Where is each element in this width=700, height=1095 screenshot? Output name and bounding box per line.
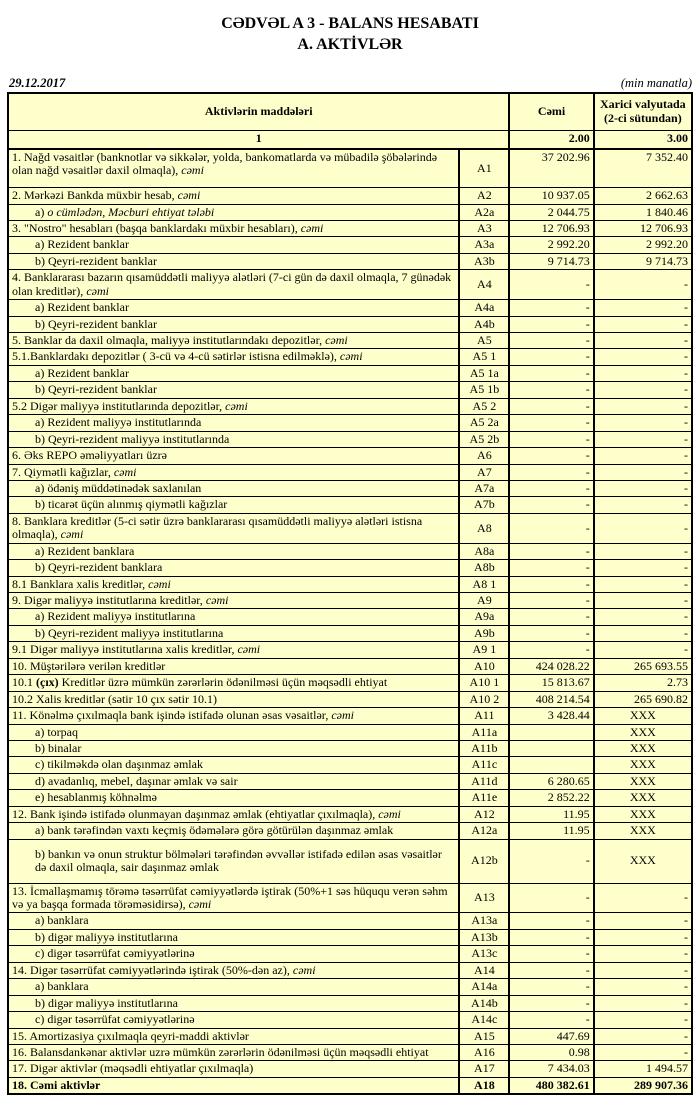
- total-value-cell: 11.95: [509, 806, 593, 822]
- row-code: A9b: [459, 625, 509, 641]
- row-code: A14a: [459, 979, 509, 995]
- colnum-total: 2.00: [509, 130, 593, 149]
- row-label: a) banklara: [8, 979, 459, 995]
- total-value-cell: [509, 740, 593, 756]
- row-label: a) Rezident banklar: [8, 365, 459, 381]
- row-code: A4a: [459, 300, 509, 316]
- column-number-row: [8, 130, 692, 149]
- report-date: 29.12.2017: [9, 75, 66, 90]
- row-label: b) Qeyri-rezident maliyyə institutlarında: [8, 431, 459, 447]
- row-label: 2. Mərkəzi Bankda müxbir hesab, cəmi: [8, 188, 459, 204]
- row-label: 5. Banklar da daxil olmaqla, maliyyə institutlarındakı depozitlər, cəmi: [8, 333, 459, 349]
- total-value-cell: -: [509, 642, 593, 658]
- row-label: 9. Digər maliyyə institutlarına kreditlər, cəmi: [8, 593, 459, 609]
- foreign-currency-value-cell: -: [594, 642, 692, 658]
- foreign-currency-value-cell: -: [594, 398, 692, 414]
- header-total: Cəmi: [509, 93, 593, 131]
- foreign-currency-value-cell: XXX: [594, 708, 692, 724]
- foreign-currency-value-cell: 1 840.46: [594, 204, 692, 220]
- row-label: b) digər maliyyə institutlarına: [8, 995, 459, 1011]
- row-code: A11e: [459, 790, 509, 806]
- row-code: A12b: [459, 839, 509, 883]
- total-value-cell: -: [509, 839, 593, 883]
- row-code: A11a: [459, 724, 509, 740]
- row-label: b) Qeyri-rezident banklar: [8, 382, 459, 398]
- foreign-currency-value-cell: -: [594, 609, 692, 625]
- row-code: A11d: [459, 773, 509, 789]
- row-a10-1: [8, 675, 692, 691]
- total-value-cell: 37 202.96: [509, 149, 593, 188]
- row-code: A5 2b: [459, 431, 509, 447]
- row-code: A18: [459, 1077, 509, 1094]
- total-value-cell: -: [509, 365, 593, 381]
- total-value-cell: 2 044.75: [509, 204, 593, 220]
- row-label: 9.1 Digər maliyyə institutlarına xalis kreditlər, cəmi: [8, 642, 459, 658]
- row-label: d) avadanlıq, mebel, daşınar əmlak və sair: [8, 773, 459, 789]
- total-value-cell: 2 852.22: [509, 790, 593, 806]
- row-a4b: [8, 316, 692, 332]
- total-value-cell: -: [509, 576, 593, 592]
- total-value-cell: 0.98: [509, 1044, 593, 1060]
- row-label: b) binalar: [8, 740, 459, 756]
- foreign-currency-value-cell: -: [594, 270, 692, 300]
- row-label: c) digər təsərrüfat cəmiyyətlərinə: [8, 1012, 459, 1028]
- row-a10: [8, 658, 692, 674]
- foreign-currency-value-cell: -: [594, 995, 692, 1011]
- unit-note: (min manatla): [620, 75, 692, 90]
- row-code: A10 1: [459, 675, 509, 691]
- row-a9: [8, 593, 692, 609]
- total-value-cell: -: [509, 609, 593, 625]
- row-a5-2: [8, 398, 692, 414]
- foreign-currency-value-cell: 2 992.20: [594, 237, 692, 253]
- header-items: Aktivlərin maddələri: [8, 93, 509, 131]
- row-code: A12a: [459, 823, 509, 839]
- row-code: A2: [459, 188, 509, 204]
- row-a7a: [8, 480, 692, 496]
- row-a10-2: [8, 691, 692, 707]
- row-label: 8.1 Banklara xalis kreditlər, cəmi: [8, 576, 459, 592]
- row-a11c: [8, 757, 692, 773]
- row-label: 4. Banklararası bazarın qısamüddətli maliyyə alətləri (7-ci gün də daxil olmaqla, 7 günədək olan kreditlər), cəmi: [8, 270, 459, 300]
- foreign-currency-value-cell: 7 352.40: [594, 149, 692, 188]
- row-a5-1: [8, 349, 692, 365]
- report-subtitle: A. AKTİVLƏR: [297, 35, 403, 53]
- row-code: A13c: [459, 946, 509, 962]
- total-value-cell: -: [509, 333, 593, 349]
- row-label: 6. Əks REPO əməliyyatları üzrə: [8, 448, 459, 464]
- row-code: A8b: [459, 560, 509, 576]
- total-value-cell: 10 937.05: [509, 188, 593, 204]
- row-label: 10. Müştərilərə verilən kreditlər: [8, 658, 459, 674]
- total-value-cell: 11.95: [509, 823, 593, 839]
- foreign-currency-value-cell: XXX: [594, 806, 692, 822]
- row-label: b) Qeyri-rezident maliyyə institutlarına: [8, 625, 459, 641]
- foreign-currency-value-cell: XXX: [594, 724, 692, 740]
- total-value-cell: -: [509, 625, 593, 641]
- colnum-foreign: 3.00: [594, 130, 692, 149]
- foreign-currency-value-cell: -: [594, 415, 692, 431]
- row-label: b) digər maliyyə institutlarına: [8, 929, 459, 945]
- row-label: 11. Könəlmə çıxılmaqla bank işində istifadə olunan əsas vəsaitlər, cəmi: [8, 708, 459, 724]
- row-label: a) bank tərəfindən vaxtı keçmiş ödəmələrə görə götürülən daşınmaz əmlak: [8, 823, 459, 839]
- row-code: A13a: [459, 913, 509, 929]
- balance-sheet-table: [7, 92, 693, 1095]
- row-code: A7b: [459, 497, 509, 513]
- total-value-cell: 12 706.93: [509, 220, 593, 236]
- foreign-currency-value-cell: XXX: [594, 773, 692, 789]
- row-label: a) o cümlədən, Məcburi ehtiyat tələbi: [8, 204, 459, 220]
- foreign-currency-value-cell: XXX: [594, 740, 692, 756]
- foreign-currency-value-cell: -: [594, 883, 692, 913]
- row-a12b: [8, 839, 692, 883]
- foreign-currency-value-cell: -: [594, 543, 692, 559]
- row-code: A9 1: [459, 642, 509, 658]
- total-value-cell: -: [509, 543, 593, 559]
- colnum-items: 1: [8, 130, 509, 149]
- row-label: a) Rezident maliyyə institutlarına: [8, 609, 459, 625]
- foreign-currency-value-cell: 1 494.57: [594, 1061, 692, 1077]
- row-label: a) banklara: [8, 913, 459, 929]
- total-value-cell: -: [509, 382, 593, 398]
- meta-row: [9, 76, 692, 91]
- foreign-currency-value-cell: XXX: [594, 790, 692, 806]
- row-a4a: [8, 300, 692, 316]
- total-value-cell: -: [509, 929, 593, 945]
- foreign-currency-value-cell: 265 693.55: [594, 658, 692, 674]
- foreign-currency-value-cell: XXX: [594, 823, 692, 839]
- row-code: A11: [459, 708, 509, 724]
- row-code: A10: [459, 658, 509, 674]
- row-a8b: [8, 560, 692, 576]
- total-value-cell: -: [509, 979, 593, 995]
- total-value-cell: -: [509, 913, 593, 929]
- total-value-cell: [509, 724, 593, 740]
- row-code: A14c: [459, 1012, 509, 1028]
- row-a9b: [8, 625, 692, 641]
- foreign-currency-value-cell: -: [594, 316, 692, 332]
- row-a17: [8, 1061, 692, 1077]
- row-label: 12. Bank işində istifadə olunmayan daşınmaz əmlak (ehtiyatlar çıxılmaqla), cəmi: [8, 806, 459, 822]
- row-code: A11c: [459, 757, 509, 773]
- row-code: A12: [459, 806, 509, 822]
- row-a15: [8, 1028, 692, 1044]
- table-header-row: [8, 93, 692, 131]
- row-code: A5 1: [459, 349, 509, 365]
- row-code: A4: [459, 270, 509, 300]
- total-value-cell: 424 028.22: [509, 658, 593, 674]
- row-label: 3. "Nostro" hesabları (başqa banklardakı müxbir hesabları), cəmi: [8, 220, 459, 236]
- row-a11b: [8, 740, 692, 756]
- row-a3: [8, 220, 692, 236]
- foreign-currency-value-cell: -: [594, 962, 692, 978]
- foreign-currency-value-cell: 289 907.36: [594, 1077, 692, 1094]
- row-a14: [8, 962, 692, 978]
- foreign-currency-value-cell: -: [594, 480, 692, 496]
- foreign-currency-value-cell: -: [594, 513, 692, 543]
- row-label: a) Rezident banklar: [8, 237, 459, 253]
- total-value-cell: -: [509, 349, 593, 365]
- row-label: 13. İcmallaşmamış törəmə təsərrüfat cəmiyyətlərdə iştirak (50%+1 səs hüququ verən səhm və ya başqa formada törəməsidirsə), cəmi: [8, 883, 459, 913]
- foreign-currency-value-cell: -: [594, 593, 692, 609]
- row-a8: [8, 513, 692, 543]
- row-a14a: [8, 979, 692, 995]
- row-code: A9: [459, 593, 509, 609]
- row-a14b: [8, 995, 692, 1011]
- row-label: 17. Digər aktivlər (məqsədli ehtiyatlar çıxılmaqla): [8, 1061, 459, 1077]
- row-label: b) Qeyri-rezident banklar: [8, 253, 459, 269]
- row-a12a: [8, 823, 692, 839]
- total-value-cell: -: [509, 593, 593, 609]
- row-a7: [8, 464, 692, 480]
- total-value-cell: -: [509, 946, 593, 962]
- row-code: A15: [459, 1028, 509, 1044]
- row-a11a: [8, 724, 692, 740]
- total-value-cell: -: [509, 560, 593, 576]
- foreign-currency-value-cell: -: [594, 300, 692, 316]
- foreign-currency-value-cell: -: [594, 625, 692, 641]
- foreign-currency-value-cell: -: [594, 1044, 692, 1060]
- row-label: 15. Amortizasiya çıxılmaqla qeyri-maddi aktivlər: [8, 1028, 459, 1044]
- row-a1: [8, 149, 692, 188]
- table-body: [8, 149, 692, 1095]
- row-code: A7: [459, 464, 509, 480]
- row-a3a: [8, 237, 692, 253]
- row-a2: [8, 188, 692, 204]
- row-label: c) tikilməkdə olan daşınmaz əmlak: [8, 757, 459, 773]
- row-code: A5 1b: [459, 382, 509, 398]
- foreign-currency-value-cell: 265 690.82: [594, 691, 692, 707]
- row-label: 16. Balansdankənar aktivlər uzrə mümkün zərərlərin ödənilməsi üçün məqsədli ehtiyat: [8, 1044, 459, 1060]
- report-title-block: [0, 0, 700, 56]
- row-code: A7a: [459, 480, 509, 496]
- row-a6: [8, 448, 692, 464]
- total-value-cell: 9 714.73: [509, 253, 593, 269]
- foreign-currency-value-cell: 2 662.63: [594, 188, 692, 204]
- total-value-cell: [509, 757, 593, 773]
- foreign-currency-value-cell: -: [594, 929, 692, 945]
- row-a11e: [8, 790, 692, 806]
- row-a5-1a: [8, 365, 692, 381]
- total-value-cell: 2 992.20: [509, 237, 593, 253]
- total-value-cell: -: [509, 883, 593, 913]
- row-code: A17: [459, 1061, 509, 1077]
- row-a9a: [8, 609, 692, 625]
- total-value-cell: 7 434.03: [509, 1061, 593, 1077]
- row-a11d: [8, 773, 692, 789]
- row-a13c: [8, 946, 692, 962]
- row-label: a) Rezident banklara: [8, 543, 459, 559]
- row-code: A4b: [459, 316, 509, 332]
- row-label: b) bankın və onun struktur bölmələri tərəfindən əvvəllər istifadə edilən əsas vəsaitlər də daxil olmaqla, sair daşınmaz əmlak: [8, 839, 459, 883]
- row-code: A2a: [459, 204, 509, 220]
- row-code: A5 2: [459, 398, 509, 414]
- row-label: b) ticarət üçün alınmış qiymətli kağızlar: [8, 497, 459, 513]
- row-a5-2b: [8, 431, 692, 447]
- total-value-cell: -: [509, 513, 593, 543]
- row-label: a) Rezident maliyyə institutlarında: [8, 415, 459, 431]
- foreign-currency-value-cell: -: [594, 1028, 692, 1044]
- row-label: 10.2 Xalis kreditlər (sətir 10 çıx sətir 10.1): [8, 691, 459, 707]
- row-code: A1: [459, 149, 509, 188]
- total-value-cell: -: [509, 431, 593, 447]
- total-value-cell: -: [509, 448, 593, 464]
- foreign-currency-value-cell: -: [594, 333, 692, 349]
- foreign-currency-value-cell: -: [594, 913, 692, 929]
- row-label: 7. Qiymətli kağızlar, cəmi: [8, 464, 459, 480]
- foreign-currency-value-cell: -: [594, 365, 692, 381]
- total-value-cell: 15 813.67: [509, 675, 593, 691]
- row-a8-1: [8, 576, 692, 592]
- total-value-cell: 6 280.65: [509, 773, 593, 789]
- row-code: A3b: [459, 253, 509, 269]
- row-code: A16: [459, 1044, 509, 1060]
- row-a13b: [8, 929, 692, 945]
- row-label: a) Rezident banklar: [8, 300, 459, 316]
- row-a3b: [8, 253, 692, 269]
- row-a8a: [8, 543, 692, 559]
- total-value-cell: -: [509, 1012, 593, 1028]
- row-code: A8: [459, 513, 509, 543]
- row-label: b) Qeyri-rezident banklara: [8, 560, 459, 576]
- row-code: A13b: [459, 929, 509, 945]
- foreign-currency-value-cell: -: [594, 382, 692, 398]
- total-value-cell: -: [509, 398, 593, 414]
- foreign-currency-value-cell: -: [594, 1012, 692, 1028]
- row-code: A14: [459, 962, 509, 978]
- row-a2a: [8, 204, 692, 220]
- row-a5: [8, 333, 692, 349]
- total-value-cell: -: [509, 464, 593, 480]
- row-a7b: [8, 497, 692, 513]
- row-a12: [8, 806, 692, 822]
- row-label: e) hesablanmış köhnəlmə: [8, 790, 459, 806]
- total-value-cell: -: [509, 316, 593, 332]
- foreign-currency-value-cell: -: [594, 464, 692, 480]
- row-label: 18. Cəmi aktivlər: [8, 1077, 459, 1094]
- foreign-currency-value-cell: XXX: [594, 757, 692, 773]
- row-a5-2a: [8, 415, 692, 431]
- row-code: A6: [459, 448, 509, 464]
- total-value-cell: 447.69: [509, 1028, 593, 1044]
- total-value-cell: -: [509, 300, 593, 316]
- row-a11: [8, 708, 692, 724]
- report-title: CƏDVƏL A 3 - BALANS HESABATI: [221, 15, 479, 32]
- row-label: 5.2 Digər maliyyə institutlarında depozitlər, cəmi: [8, 398, 459, 414]
- row-label: c) digər təsərrüfat cəmiyyətlərinə: [8, 946, 459, 962]
- row-a4: [8, 270, 692, 300]
- total-value-cell: -: [509, 270, 593, 300]
- row-code: A5 1a: [459, 365, 509, 381]
- foreign-currency-value-cell: -: [594, 576, 692, 592]
- row-code: A8 1: [459, 576, 509, 592]
- foreign-currency-value-cell: 9 714.73: [594, 253, 692, 269]
- foreign-currency-value-cell: -: [594, 349, 692, 365]
- foreign-currency-value-cell: 12 706.93: [594, 220, 692, 236]
- row-label: 1. Nağd vəsaitlər (banknotlar və sikkələr, yolda, bankomatlarda və mübadilə şöbələrində olan nağd vəsaitlər daxil olmaqla), cəmi: [8, 149, 459, 188]
- row-label: 5.1.Banklardakı depozitlər ( 3-cü və 4-cü sətirlər istisna edilməklə), cəmi: [8, 349, 459, 365]
- row-code: A5: [459, 333, 509, 349]
- row-a16: [8, 1044, 692, 1060]
- total-value-cell: 3 428.44: [509, 708, 593, 724]
- row-code: A3: [459, 220, 509, 236]
- row-code: A9a: [459, 609, 509, 625]
- foreign-currency-value-cell: -: [594, 497, 692, 513]
- row-a5-1b: [8, 382, 692, 398]
- foreign-currency-value-cell: -: [594, 560, 692, 576]
- total-value-cell: 480 382.61: [509, 1077, 593, 1094]
- row-code: A13: [459, 883, 509, 913]
- foreign-currency-value-cell: -: [594, 979, 692, 995]
- row-code: A14b: [459, 995, 509, 1011]
- row-code: A8a: [459, 543, 509, 559]
- row-label: a) torpaq: [8, 724, 459, 740]
- row-code: A5 2a: [459, 415, 509, 431]
- row-code: A10 2: [459, 691, 509, 707]
- total-value-cell: 408 214.54: [509, 691, 593, 707]
- row-a13a: [8, 913, 692, 929]
- row-label: 10.1 (çıx) Kreditlər üzrə mümkün zərərlərin ödənilməsi üçün məqsədli ehtiyat: [8, 675, 459, 691]
- total-value-cell: -: [509, 962, 593, 978]
- row-code: A11b: [459, 740, 509, 756]
- foreign-currency-value-cell: -: [594, 431, 692, 447]
- row-a13: [8, 883, 692, 913]
- foreign-currency-value-cell: 2.73: [594, 675, 692, 691]
- foreign-currency-value-cell: XXX: [594, 839, 692, 883]
- row-a9-1: [8, 642, 692, 658]
- total-value-cell: -: [509, 497, 593, 513]
- row-code: A3a: [459, 237, 509, 253]
- foreign-currency-value-cell: -: [594, 946, 692, 962]
- row-label: 14. Digər təsərrüfat cəmiyyətlərində iştirak (50%-dən az), cəmi: [8, 962, 459, 978]
- row-a14c: [8, 1012, 692, 1028]
- total-value-cell: -: [509, 415, 593, 431]
- row-label: b) Qeyri-rezident banklar: [8, 316, 459, 332]
- header-foreign: Xarici valyutada (2-ci sütundan): [594, 93, 692, 131]
- foreign-currency-value-cell: -: [594, 448, 692, 464]
- row-label: a) ödəniş müddətinədək saxlanılan: [8, 480, 459, 496]
- row-label: 8. Banklara kreditlər (5-ci sətir üzrə banklararası qısamüddətli maliyyə alətləri istisna olmaqla), cəmi: [8, 513, 459, 543]
- total-value-cell: -: [509, 995, 593, 1011]
- total-value-cell: -: [509, 480, 593, 496]
